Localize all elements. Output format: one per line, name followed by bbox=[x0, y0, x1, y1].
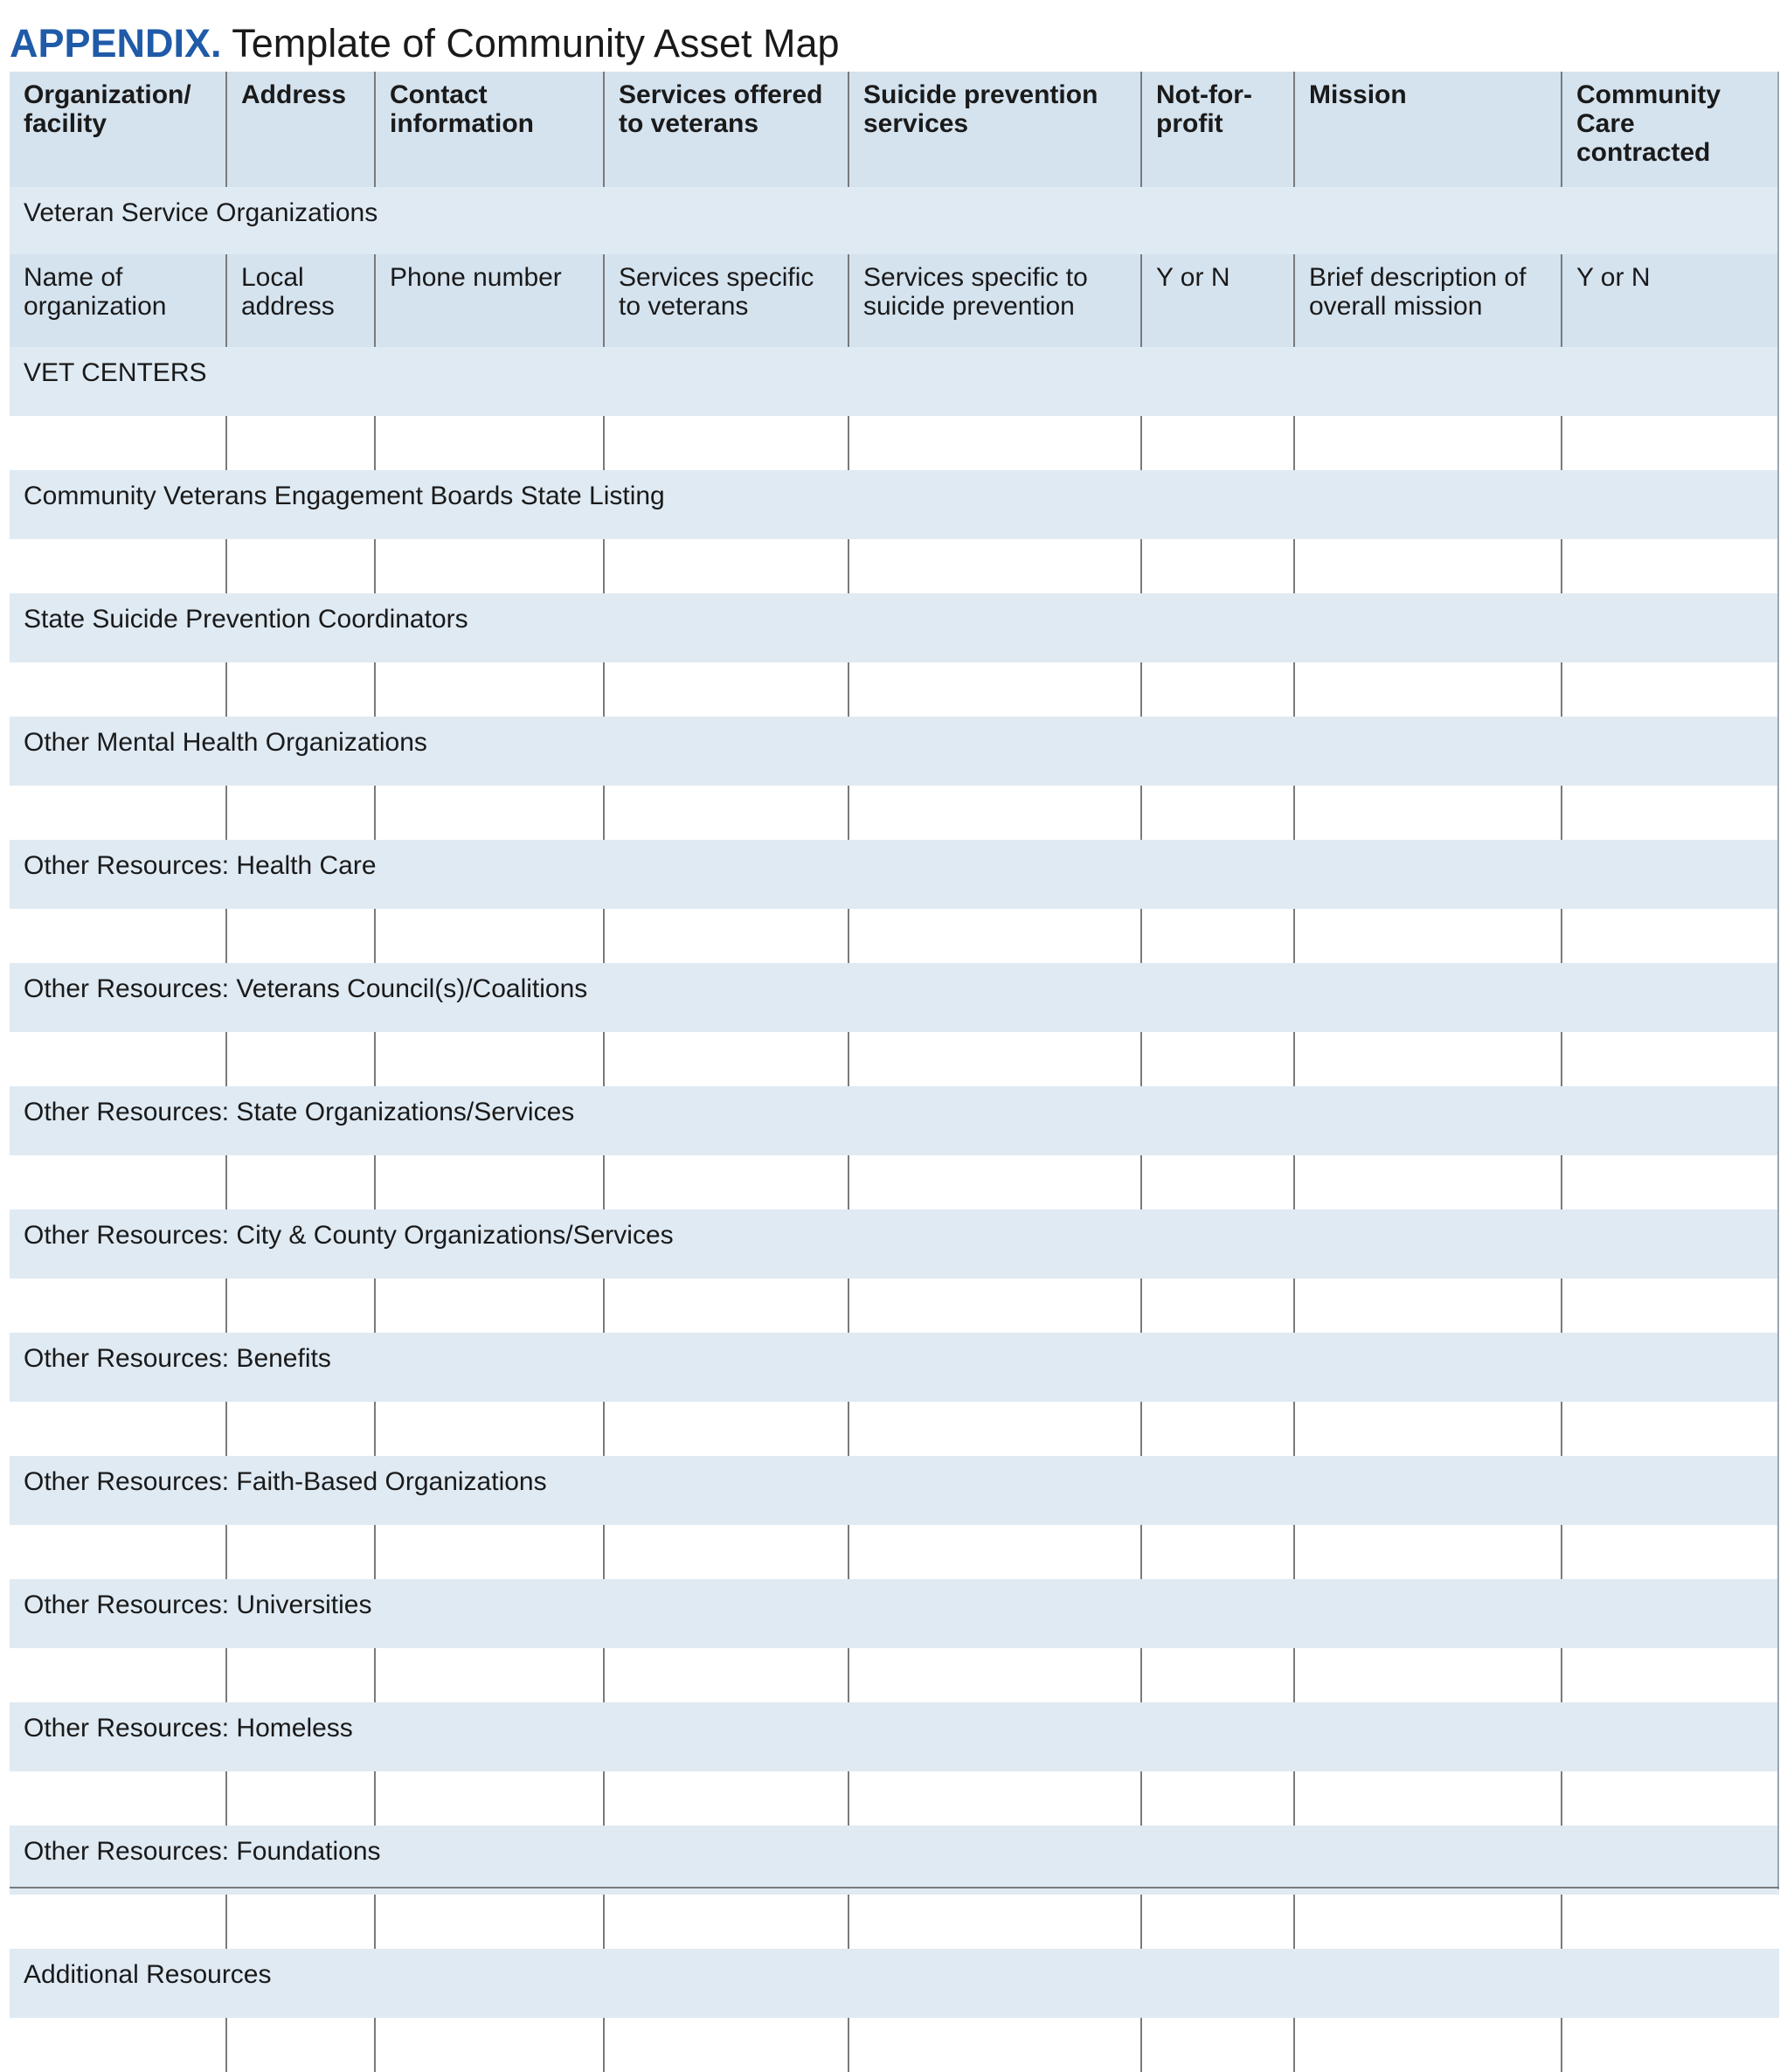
section-label: Additional Resources bbox=[10, 1949, 1779, 2018]
cell-line: to veterans bbox=[619, 292, 749, 321]
blank-entry-cell bbox=[604, 539, 848, 593]
cell-line: suicide prevention bbox=[863, 292, 1075, 321]
blank-entry-cell bbox=[226, 1155, 375, 1209]
blank-entry-cell bbox=[226, 662, 375, 717]
blank-entry-cell bbox=[1141, 662, 1294, 717]
example-cell bbox=[1141, 254, 1294, 347]
blank-entry-cell bbox=[10, 662, 226, 717]
blank-entry-cell bbox=[1294, 1525, 1562, 1579]
blank-entry-cell bbox=[1141, 1525, 1294, 1579]
blank-entry-cell bbox=[226, 1279, 375, 1333]
blank-entry-cell bbox=[1141, 786, 1294, 840]
blank-entry-cell bbox=[848, 1895, 1141, 1949]
blank-entry-cell bbox=[604, 1895, 848, 1949]
blank-entry-cell bbox=[1294, 1771, 1562, 1826]
cell-line: Care bbox=[1576, 109, 1635, 138]
blank-entry-row bbox=[10, 1771, 1779, 1826]
section-row bbox=[10, 347, 1779, 416]
blank-entry-cell bbox=[604, 662, 848, 717]
blank-entry-cell bbox=[848, 1648, 1141, 1702]
title-prefix: APPENDIX. bbox=[10, 21, 222, 66]
blank-entry-cell bbox=[1294, 909, 1562, 963]
col-header-not-for-profit bbox=[1141, 72, 1294, 187]
cell-line: Y or N bbox=[1156, 263, 1230, 292]
blank-entry-cell bbox=[604, 1771, 848, 1826]
blank-entry-cell bbox=[1141, 539, 1294, 593]
blank-entry-cell bbox=[1294, 1648, 1562, 1702]
blank-entry-cell bbox=[1562, 2018, 1779, 2072]
title-text: Template of Community Asset Map bbox=[232, 21, 840, 66]
cell-line: information bbox=[390, 109, 534, 138]
col-header-organization bbox=[10, 72, 226, 187]
blank-entry-cell bbox=[226, 786, 375, 840]
blank-entry-cell bbox=[1141, 1279, 1294, 1333]
blank-entry-cell bbox=[375, 1032, 604, 1086]
blank-entry-row bbox=[10, 1155, 1779, 1209]
blank-entry-cell bbox=[1562, 1032, 1779, 1086]
cell-line: Mission bbox=[1309, 80, 1407, 109]
blank-entry-cell bbox=[375, 1648, 604, 1702]
page-title bbox=[10, 19, 840, 67]
blank-entry-cell bbox=[1294, 1032, 1562, 1086]
blank-entry-cell bbox=[1141, 909, 1294, 963]
blank-entry-cell bbox=[10, 1895, 226, 1949]
col-header-community-care bbox=[1562, 72, 1779, 187]
table-bottom-rule bbox=[10, 1887, 1779, 1888]
blank-entry-cell bbox=[10, 1279, 226, 1333]
blank-entry-row bbox=[10, 1032, 1779, 1086]
blank-entry-cell bbox=[375, 539, 604, 593]
blank-entry-cell bbox=[1294, 1155, 1562, 1209]
cell-line: Local bbox=[241, 263, 304, 292]
section-label: Other Resources: Foundations bbox=[10, 1826, 1779, 1895]
blank-entry-cell bbox=[848, 416, 1141, 470]
cell-line: Address bbox=[241, 80, 347, 109]
example-cell bbox=[1294, 254, 1562, 347]
blank-entry-row bbox=[10, 1648, 1779, 1702]
example-cell bbox=[1562, 254, 1779, 347]
blank-entry-cell bbox=[10, 2018, 226, 2072]
cell-line: contracted bbox=[1576, 138, 1711, 167]
blank-entry-row bbox=[10, 786, 1779, 840]
section-row bbox=[10, 1209, 1779, 1279]
section-row bbox=[10, 1086, 1779, 1155]
cell-line: Phone number bbox=[390, 263, 562, 292]
blank-entry-cell bbox=[604, 416, 848, 470]
example-cell bbox=[604, 254, 848, 347]
blank-entry-cell bbox=[226, 1895, 375, 1949]
blank-entry-cell bbox=[226, 909, 375, 963]
blank-entry-cell bbox=[226, 539, 375, 593]
blank-entry-row bbox=[10, 539, 1779, 593]
blank-entry-cell bbox=[375, 2018, 604, 2072]
section-label: Other Resources: Faith-Based Organizations bbox=[10, 1456, 1779, 1525]
blank-entry-cell bbox=[604, 1525, 848, 1579]
cell-line: to veterans bbox=[619, 109, 759, 138]
section-label: Other Mental Health Organizations bbox=[10, 717, 1779, 786]
blank-entry-row bbox=[10, 2018, 1779, 2072]
section-label: Other Resources: State Organizations/Services bbox=[10, 1086, 1779, 1155]
blank-entry-cell bbox=[226, 1771, 375, 1826]
blank-entry-cell bbox=[1562, 1895, 1779, 1949]
blank-entry-cell bbox=[1562, 1648, 1779, 1702]
blank-entry-row bbox=[10, 416, 1779, 470]
section-label: Other Resources: Benefits bbox=[10, 1333, 1779, 1402]
blank-entry-cell bbox=[375, 1155, 604, 1209]
section-label: Other Resources: Universities bbox=[10, 1579, 1779, 1648]
blank-entry-cell bbox=[604, 1648, 848, 1702]
blank-entry-row bbox=[10, 1895, 1779, 1949]
blank-entry-row bbox=[10, 1525, 1779, 1579]
blank-entry-cell bbox=[226, 416, 375, 470]
blank-entry-cell bbox=[1294, 2018, 1562, 2072]
blank-entry-cell bbox=[226, 1525, 375, 1579]
section-label: Community Veterans Engagement Boards State Listing bbox=[10, 470, 1779, 539]
blank-entry-cell bbox=[10, 1155, 226, 1209]
table-right-rule bbox=[1777, 72, 1779, 1889]
blank-entry-cell bbox=[226, 1402, 375, 1456]
cell-line: Community bbox=[1576, 80, 1721, 109]
blank-entry-cell bbox=[10, 1771, 226, 1826]
blank-entry-cell bbox=[375, 1525, 604, 1579]
example-row bbox=[10, 254, 1779, 347]
blank-entry-cell bbox=[10, 786, 226, 840]
blank-entry-cell bbox=[604, 909, 848, 963]
section-label: State Suicide Prevention Coordinators bbox=[10, 593, 1779, 662]
blank-entry-cell bbox=[604, 2018, 848, 2072]
blank-entry-cell bbox=[848, 539, 1141, 593]
blank-entry-cell bbox=[226, 1648, 375, 1702]
example-cell bbox=[848, 254, 1141, 347]
blank-entry-cell bbox=[375, 786, 604, 840]
blank-entry-cell bbox=[1294, 539, 1562, 593]
cell-line: Services specific bbox=[619, 263, 814, 292]
blank-entry-row bbox=[10, 1402, 1779, 1456]
blank-entry-cell bbox=[1562, 416, 1779, 470]
blank-entry-cell bbox=[1562, 1525, 1779, 1579]
blank-entry-cell bbox=[848, 909, 1141, 963]
blank-entry-cell bbox=[1141, 1648, 1294, 1702]
section-row bbox=[10, 963, 1779, 1032]
blank-entry-cell bbox=[1141, 1032, 1294, 1086]
blank-entry-cell bbox=[1141, 416, 1294, 470]
blank-entry-row bbox=[10, 909, 1779, 963]
blank-entry-cell bbox=[848, 1402, 1141, 1456]
cell-line: Organization/ bbox=[24, 80, 191, 109]
cell-line: organization bbox=[24, 292, 167, 321]
blank-entry-row bbox=[10, 662, 1779, 717]
blank-entry-cell bbox=[848, 1279, 1141, 1333]
blank-entry-cell bbox=[1141, 1155, 1294, 1209]
blank-entry-cell bbox=[375, 1895, 604, 1949]
blank-entry-cell bbox=[375, 909, 604, 963]
cell-line: Services offered bbox=[619, 80, 823, 109]
section-label: Other Resources: Homeless bbox=[10, 1702, 1779, 1771]
blank-entry-cell bbox=[10, 1402, 226, 1456]
blank-entry-cell bbox=[10, 1525, 226, 1579]
blank-entry-cell bbox=[375, 662, 604, 717]
blank-entry-cell bbox=[1141, 1771, 1294, 1826]
blank-entry-cell bbox=[604, 1032, 848, 1086]
blank-entry-cell bbox=[10, 909, 226, 963]
cell-line: profit bbox=[1156, 109, 1223, 138]
blank-entry-cell bbox=[1141, 1402, 1294, 1456]
table-header-row bbox=[10, 72, 1779, 187]
blank-entry-cell bbox=[604, 1402, 848, 1456]
example-cell bbox=[226, 254, 375, 347]
blank-entry-cell bbox=[375, 1402, 604, 1456]
col-header-suicide-prevention bbox=[848, 72, 1141, 187]
section-label: Other Resources: City & County Organizations/Services bbox=[10, 1209, 1779, 1279]
cell-line: Services specific to bbox=[863, 263, 1088, 292]
col-header-address bbox=[226, 72, 375, 187]
section-row bbox=[10, 187, 1779, 254]
blank-entry-cell bbox=[848, 662, 1141, 717]
section-row bbox=[10, 593, 1779, 662]
blank-entry-cell bbox=[848, 1525, 1141, 1579]
section-label-veteran-service-organizations: Veteran Service Organizations bbox=[10, 187, 1779, 254]
blank-entry-cell bbox=[848, 786, 1141, 840]
example-cell bbox=[10, 254, 226, 347]
section-row bbox=[10, 1702, 1779, 1771]
cell-line: services bbox=[863, 109, 969, 138]
blank-entry-cell bbox=[1294, 1279, 1562, 1333]
blank-entry-cell bbox=[604, 786, 848, 840]
section-label: VET CENTERS bbox=[10, 347, 1779, 416]
blank-entry-cell bbox=[848, 1032, 1141, 1086]
blank-entry-cell bbox=[375, 416, 604, 470]
blank-entry-cell bbox=[848, 1771, 1141, 1826]
blank-entry-cell bbox=[10, 1648, 226, 1702]
section-row bbox=[10, 840, 1779, 909]
community-asset-map-table bbox=[10, 72, 1779, 2072]
blank-entry-cell bbox=[1294, 662, 1562, 717]
cell-line: overall mission bbox=[1309, 292, 1483, 321]
blank-entry-cell bbox=[1294, 1895, 1562, 1949]
example-cell bbox=[375, 254, 604, 347]
blank-entry-cell bbox=[226, 1032, 375, 1086]
cell-line: Name of bbox=[24, 263, 123, 292]
blank-entry-cell bbox=[1562, 1402, 1779, 1456]
blank-entry-cell bbox=[10, 1032, 226, 1086]
blank-entry-cell bbox=[848, 2018, 1141, 2072]
section-row bbox=[10, 1949, 1779, 2018]
blank-entry-cell bbox=[1294, 416, 1562, 470]
blank-entry-cell bbox=[604, 1155, 848, 1209]
blank-entry-cell bbox=[848, 1155, 1141, 1209]
blank-entry-cell bbox=[1294, 786, 1562, 840]
section-row bbox=[10, 717, 1779, 786]
cell-line: facility bbox=[24, 109, 107, 138]
blank-entry-cell bbox=[375, 1771, 604, 1826]
blank-entry-cell bbox=[1562, 662, 1779, 717]
section-label: Other Resources: Veterans Council(s)/Coalitions bbox=[10, 963, 1779, 1032]
blank-entry-cell bbox=[10, 539, 226, 593]
col-header-contact bbox=[375, 72, 604, 187]
blank-entry-cell bbox=[1562, 539, 1779, 593]
section-row bbox=[10, 1579, 1779, 1648]
cell-line: Contact bbox=[390, 80, 488, 109]
cell-line: address bbox=[241, 292, 335, 321]
cell-line: Suicide prevention bbox=[863, 80, 1098, 109]
blank-entry-cell bbox=[1294, 1402, 1562, 1456]
section-row bbox=[10, 1826, 1779, 1895]
section-label: Other Resources: Health Care bbox=[10, 840, 1779, 909]
blank-entry-cell bbox=[375, 1279, 604, 1333]
blank-entry-cell bbox=[10, 416, 226, 470]
blank-entry-cell bbox=[1562, 786, 1779, 840]
col-header-services-offered bbox=[604, 72, 848, 187]
blank-entry-cell bbox=[1141, 2018, 1294, 2072]
blank-entry-row bbox=[10, 1279, 1779, 1333]
section-row bbox=[10, 1333, 1779, 1402]
cell-line: Not-for- bbox=[1156, 80, 1252, 109]
section-row bbox=[10, 470, 1779, 539]
blank-entry-cell bbox=[604, 1279, 848, 1333]
cell-line: Brief description of bbox=[1309, 263, 1527, 292]
col-header-mission bbox=[1294, 72, 1562, 187]
blank-entry-cell bbox=[226, 2018, 375, 2072]
blank-entry-cell bbox=[1141, 1895, 1294, 1949]
section-row bbox=[10, 1456, 1779, 1525]
blank-entry-cell bbox=[1562, 1279, 1779, 1333]
blank-entry-cell bbox=[1562, 1155, 1779, 1209]
blank-entry-cell bbox=[1562, 1771, 1779, 1826]
blank-entry-cell bbox=[1562, 909, 1779, 963]
cell-line: Y or N bbox=[1576, 263, 1651, 292]
